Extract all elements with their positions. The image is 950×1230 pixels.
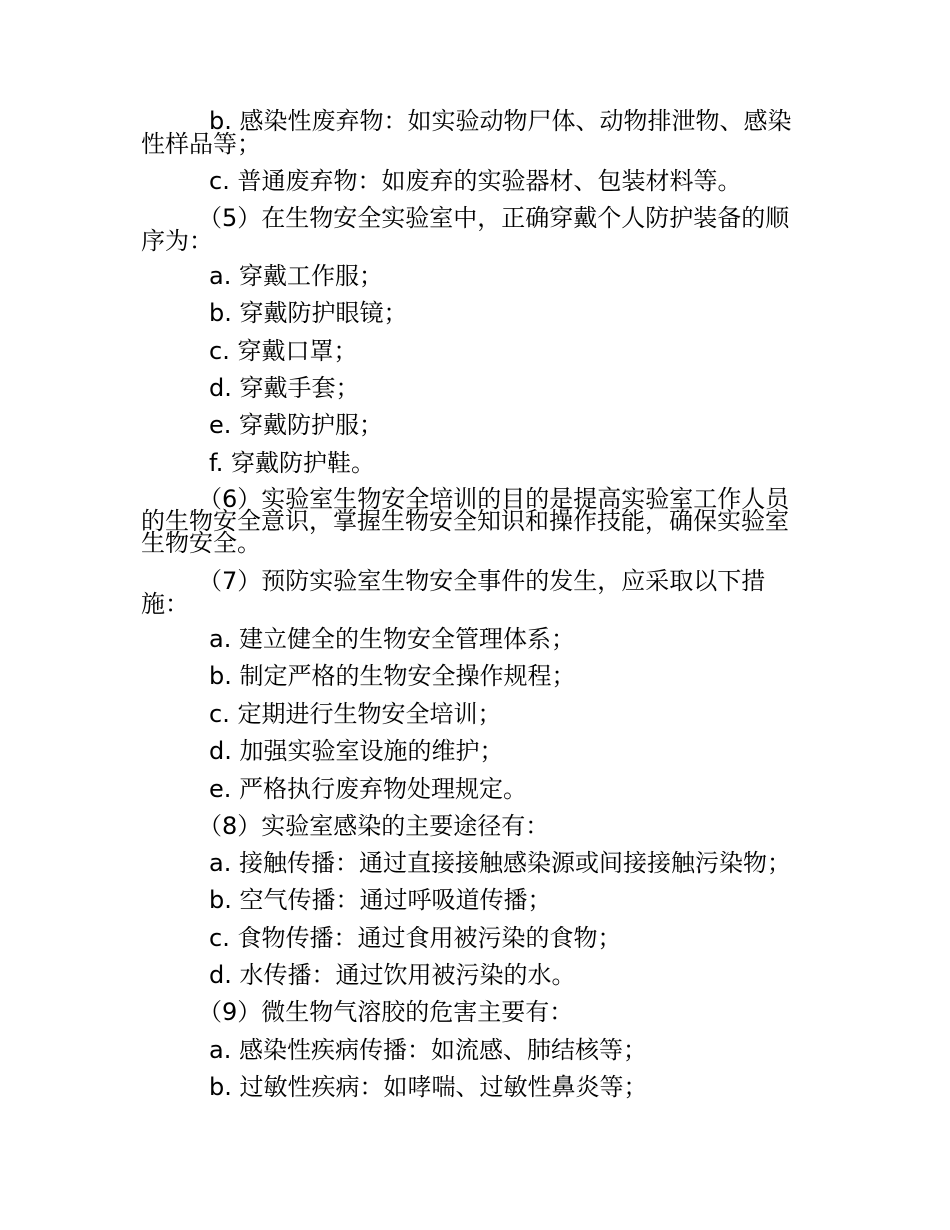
section-6-line2: 的生物安全意识，掌握生物安全知识和操作技能，确保实验室 [141,507,789,535]
list-item: c. 穿戴口罩； [209,337,358,365]
waste-item-b-line1: b. 感染性废弃物：如实验动物尸体、动物排泄物、感染 [209,107,792,135]
section-6-line3: 生物安全。 [141,529,261,557]
list-item: e. 穿戴防护服； [209,411,384,439]
list-item: a. 建立健全的生物安全管理体系； [209,625,575,653]
list-item: e. 严格执行废弃物处理规定。 [209,775,528,803]
list-item: a. 接触传播：通过直接接触感染源或间接接触污染物； [209,849,791,877]
waste-item-c: c. 普通废弃物：如废弃的实验器材、包装材料等。 [209,167,742,195]
list-item: d. 水传播：通过饮用被污染的水。 [209,961,576,989]
section-7-heading-line2: 施： [141,590,189,618]
section-5-heading-line2: 序为： [141,227,213,255]
section-5-heading-line1: （5）在生物安全实验室中，正确穿戴个人防护装备的顺 [198,204,790,232]
section-8-heading: （8）实验室感染的主要途径有： [198,812,550,840]
list-item: d. 穿戴手套； [209,374,360,402]
list-item: b. 过敏性疾病：如哮喘、过敏性鼻炎等； [209,1073,648,1101]
section-7-heading-line1: （7）预防实验室生物安全事件的发生，应采取以下措 [198,567,766,595]
list-item: a. 感染性疾病传播：如流感、肺结核等； [209,1036,647,1064]
section-6-line1: （6）实验室生物安全培训的目的是提高实验室工作人员 [198,485,790,513]
waste-item-b-line2: 性样品等； [141,130,261,158]
list-item: b. 穿戴防护眼镜； [209,299,408,327]
list-item: b. 制定严格的生物安全操作规程； [209,662,576,690]
list-item: f. 穿戴防护鞋。 [209,449,375,477]
list-item: b. 空气传播：通过呼吸道传播； [209,886,552,914]
section-9-heading: （9）微生物气溶胶的危害主要有： [198,998,574,1026]
list-item: a. 穿戴工作服； [209,262,383,290]
list-item: c. 食物传播：通过食用被污染的食物； [209,924,622,952]
list-item: d. 加强实验室设施的维护； [209,737,504,765]
list-item: c. 定期进行生物安全培训； [209,700,502,728]
